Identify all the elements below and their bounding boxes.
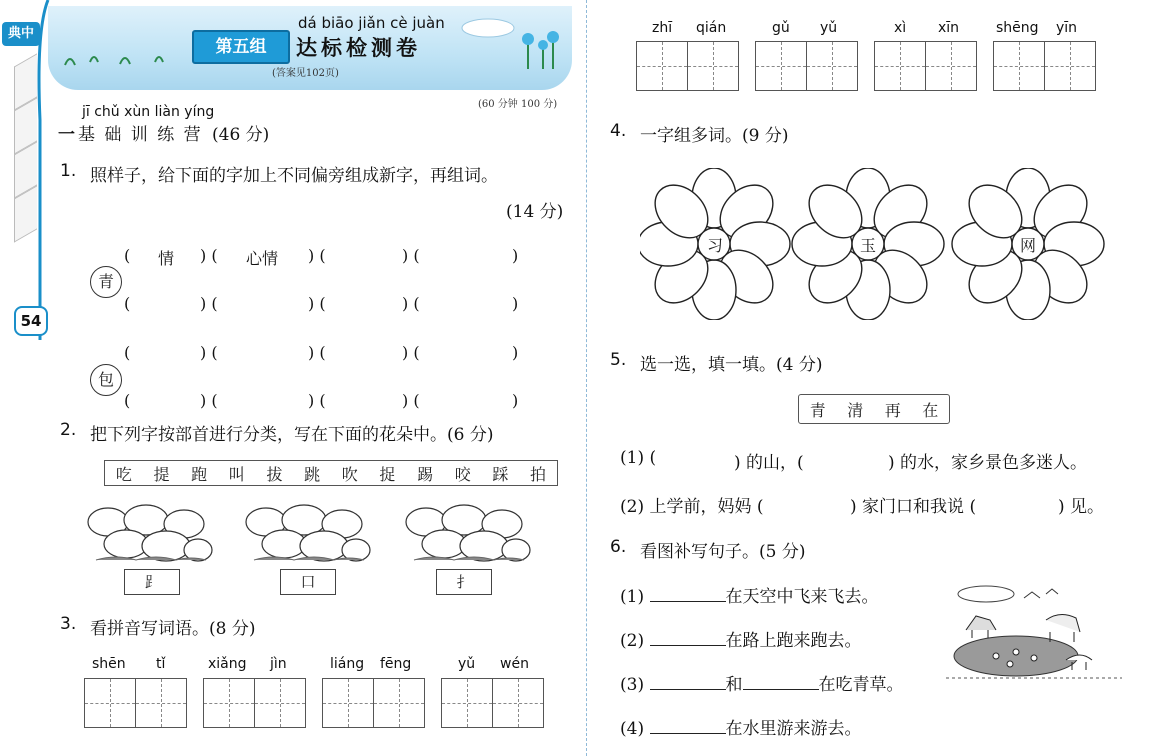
paren-row: ) — [512, 343, 519, 362]
flower-center-char: 玉 — [859, 236, 876, 255]
q6-line — [620, 626, 862, 651]
q2-char: 吃 — [115, 464, 132, 484]
q2-char: 咬 — [454, 464, 471, 484]
pinyin-syllable: xīn — [938, 20, 960, 36]
q1-char-circle: 包 — [90, 364, 122, 396]
paren-open: ( — [124, 246, 131, 265]
pinyin-syllable: jìn — [270, 656, 287, 672]
logo-badge: 典中 — [2, 22, 40, 46]
writing-grid[interactable] — [84, 678, 187, 728]
pinyin-syllable: tǐ — [156, 656, 166, 672]
radical-box: ⻊ — [124, 569, 180, 595]
q2-char: 拔 — [266, 464, 283, 484]
paren-close: ) — [512, 246, 519, 265]
q6-line — [620, 714, 862, 739]
choice-char: 再 — [884, 400, 901, 420]
q4-number: 4. — [610, 121, 627, 141]
answer-blank[interactable] — [650, 631, 726, 646]
q6-text: 看图补写句子。(5 分) — [640, 542, 806, 562]
q5-s2-part-c: ) 见。 — [1058, 497, 1105, 517]
q5-text: 选一选，填一填。(4 分) — [640, 355, 823, 375]
section-score: (46 分) — [212, 125, 270, 145]
q6-line-text: 在吃青草。 — [818, 675, 904, 695]
paren-close-open: ) ( — [200, 246, 218, 265]
q6-line — [620, 670, 904, 695]
paren-row: ) ( — [200, 343, 218, 362]
choice-char: 在 — [922, 400, 939, 420]
q5-number: 5. — [610, 350, 627, 370]
q2-number: 2. — [60, 420, 77, 440]
flower-center-char: 习 — [706, 236, 723, 255]
writing-grid[interactable] — [322, 678, 425, 728]
q1-score: (14 分) — [506, 202, 564, 222]
pinyin-syllable: yǔ — [458, 656, 476, 672]
writing-grid[interactable] — [441, 678, 544, 728]
q2-char: 吹 — [341, 464, 358, 484]
flower-center-char: 网 — [1019, 236, 1036, 255]
answer-blank[interactable] — [743, 675, 819, 690]
section-number: 一 — [58, 125, 75, 145]
q5-s2-part-b: ) 家门口和我说 ( — [850, 497, 977, 517]
paren-row: ) ( — [308, 343, 326, 362]
q2-char: 踩 — [492, 464, 509, 484]
paren-row: ( — [124, 343, 131, 362]
banner-title: 达标检测卷 — [296, 36, 421, 60]
q3-text: 看拼音写词语。(8 分) — [90, 619, 256, 639]
choice-char: 青 — [809, 400, 826, 420]
pinyin-syllable: qián — [696, 20, 727, 36]
grass-decoration — [60, 40, 180, 70]
flower-bush-illustration — [86, 500, 216, 570]
pinyin-syllable: yǔ — [820, 20, 838, 36]
paren-row: ) ( — [402, 294, 420, 313]
q4-text: 一字组多词。(9 分) — [640, 126, 789, 146]
paren-row: ) ( — [200, 391, 218, 410]
q2-text: 把下列字按部首进行分类，写在下面的花朵中。(6 分) — [90, 425, 494, 445]
q5-s1-part-a: (1) ( — [620, 448, 657, 468]
pinyin-syllable: yīn — [1056, 20, 1078, 36]
paren-row: ( — [124, 294, 131, 313]
section-title: 基 础 训 练 营 — [78, 125, 203, 145]
choice-box — [798, 394, 950, 424]
q2-char: 捉 — [379, 464, 396, 484]
q1-example-word: 心情 — [246, 249, 279, 268]
page-number: 54 — [14, 306, 48, 336]
answer-blank[interactable] — [650, 675, 726, 690]
radical-box: 扌 — [436, 569, 492, 595]
paren-row: ) ( — [308, 391, 326, 410]
answer-blank[interactable] — [650, 719, 726, 734]
q6-line-number: (1) — [620, 587, 645, 607]
q6-line — [620, 582, 879, 607]
pinyin-syllable: gǔ — [772, 20, 790, 36]
flower-bush-illustration — [404, 500, 534, 570]
writing-grid[interactable] — [755, 41, 858, 91]
pinyin-syllable: shēng — [996, 20, 1039, 36]
q6-line-number: (3) — [620, 675, 645, 695]
paren-row: ) ( — [200, 294, 218, 313]
q5-s1-part-c: ) 的水，家乡景色多迷人。 — [888, 453, 1088, 473]
paren-close-open: ) ( — [402, 246, 420, 265]
pinyin-syllable: xì — [894, 20, 907, 36]
answer-reference: (答案见102页) — [272, 68, 339, 79]
q5-s1-part-b: ) 的山，( — [734, 453, 804, 473]
q6-number: 6. — [610, 537, 627, 557]
choice-char: 清 — [847, 400, 864, 420]
q2-char: 跑 — [191, 464, 208, 484]
q2-char: 拍 — [530, 464, 547, 484]
pinyin-syllable: wén — [500, 656, 529, 672]
writing-grid[interactable] — [636, 41, 739, 91]
pinyin-syllable: shēn — [92, 656, 126, 672]
q2-char: 叫 — [228, 464, 245, 484]
page-divider — [586, 0, 587, 756]
q3-number: 3. — [60, 614, 77, 634]
paren-row: ) ( — [308, 294, 326, 313]
paren-row: ) — [512, 391, 519, 410]
paren-row: ) — [512, 294, 519, 313]
cloud-flower-decoration — [458, 14, 568, 74]
q1-text: 照样子，给下面的字加上不同偏旁组成新字，再组词。 — [90, 166, 498, 186]
writing-grid[interactable] — [874, 41, 977, 91]
writing-grid[interactable] — [993, 41, 1096, 91]
q5-s2-part-a: (2) 上学前，妈妈 ( — [620, 497, 764, 517]
paren-row: ( — [124, 391, 131, 410]
q6-line-mid: 和 — [725, 675, 743, 695]
pinyin-syllable: xiǎng — [208, 656, 247, 672]
paren-row: ) ( — [402, 391, 420, 410]
group-label: 第五组 — [192, 30, 290, 64]
pinyin-syllable: fēng — [380, 656, 412, 672]
section-pinyin: jī chǔ xùn liàn yíng — [82, 104, 215, 120]
q1-char-circle: 青 — [90, 266, 122, 298]
q6-line-number: (4) — [620, 719, 645, 739]
answer-blank[interactable] — [650, 587, 726, 602]
q2-character-box — [104, 460, 558, 486]
q2-char: 踢 — [417, 464, 434, 484]
q6-line-text: 在天空中飞来飞去。 — [725, 587, 879, 607]
q1-example-char: 情 — [158, 249, 175, 268]
paren-close-open: ) ( — [308, 246, 326, 265]
q6-line-number: (2) — [620, 631, 645, 651]
pinyin-syllable: liáng — [330, 656, 365, 672]
farm-scene-illustration — [946, 580, 1122, 686]
q2-char: 跳 — [304, 464, 321, 484]
radical-box: 口 — [280, 569, 336, 595]
banner-pinyin: dá biāo jiǎn cè juàn — [298, 14, 445, 32]
flower-bush-illustration — [244, 500, 374, 570]
writing-grid[interactable] — [203, 678, 306, 728]
q2-char: 提 — [153, 464, 170, 484]
paren-row: ) ( — [402, 343, 420, 362]
q6-line-text: 在水里游来游去。 — [725, 719, 862, 739]
q1-number: 1. — [60, 161, 77, 181]
pinyin-syllable: zhī — [652, 20, 673, 36]
time-score: (60 分钟 100 分) — [478, 99, 558, 110]
q6-line-text: 在路上跑来跑去。 — [725, 631, 862, 651]
